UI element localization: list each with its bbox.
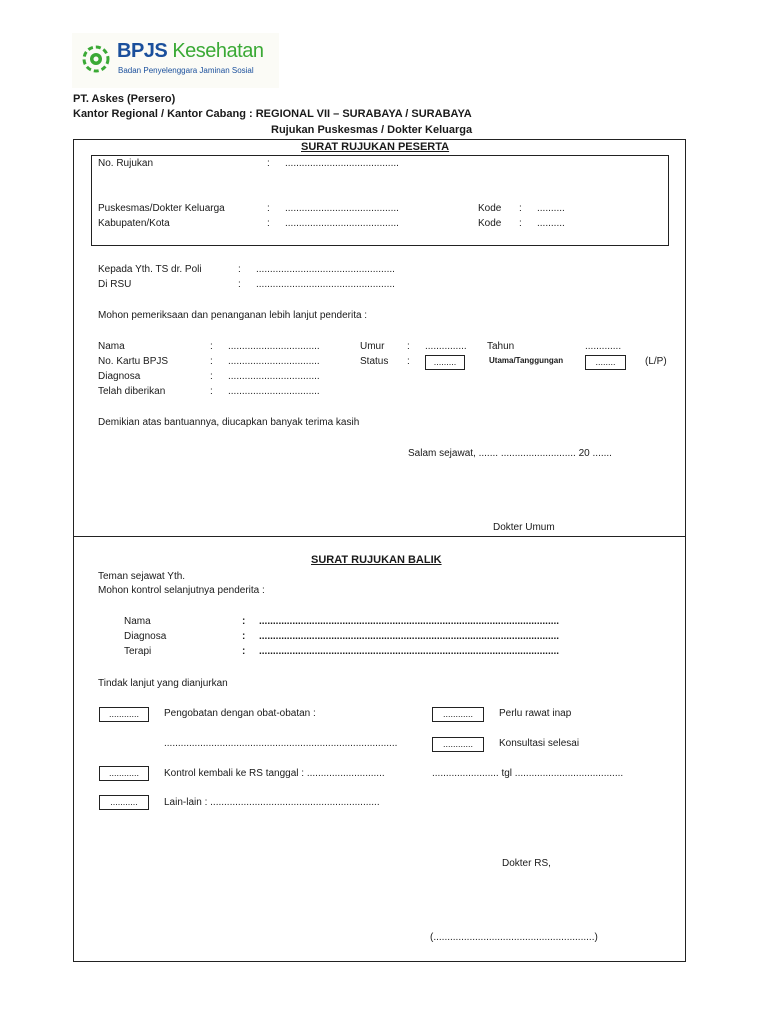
dokter-umum-label: Dokter Umum <box>493 522 555 533</box>
no-rujukan-field[interactable]: ......................................... <box>285 158 399 169</box>
lp-label: (L/P) <box>645 356 667 367</box>
demikian-text: Demikian atas bantuannya, diucapkan banyak terima kasih <box>98 417 360 428</box>
status-label: Status <box>360 356 389 367</box>
peserta-title: SURAT RUJUKAN PESERTA <box>301 141 450 153</box>
kartu-label: No. Kartu BPJS <box>98 356 169 367</box>
kontrol-checkbox[interactable]: ............ <box>99 766 149 781</box>
kode-label: Kode <box>478 203 502 214</box>
logo-subtitle: Badan Penyelenggara Jaminan Sosial <box>118 66 254 75</box>
tahun-label: Tahun <box>487 341 515 352</box>
umur-label: Umur <box>360 341 385 352</box>
balik-title: SURAT RUJUKAN BALIK <box>311 554 442 566</box>
pengobatan-line[interactable]: .................................................................................... <box>164 738 398 749</box>
konsultasi-label: Konsultasi selesai <box>499 738 580 749</box>
no-rujukan-label: No. Rujukan <box>98 158 154 169</box>
tindak-text: Tindak lanjut yang dianjurkan <box>98 678 228 689</box>
balik-terapi-label: Terapi <box>124 646 152 657</box>
kepada-field[interactable]: .................................................. <box>256 264 395 275</box>
balik-diagnosa-field[interactable]: ............................................................................................................ <box>259 631 560 642</box>
kode-field-2[interactable]: .......... <box>537 218 565 229</box>
bpjs-emblem-icon <box>81 44 111 74</box>
umur-field[interactable]: ............... <box>425 341 467 352</box>
kabupaten-label: Kabupaten/Kota <box>98 218 170 229</box>
bpjs-logo <box>72 33 279 88</box>
puskesmas-label: Puskesmas/Dokter Keluarga <box>98 203 225 214</box>
telah-label: Telah diberikan <box>98 386 166 397</box>
teman-text: Teman sejawat Yth. <box>98 571 186 582</box>
lain-lain-checkbox[interactable]: ........... <box>99 795 149 810</box>
rawat-inap-checkbox[interactable]: ............ <box>432 707 484 722</box>
office-name: Kantor Regional / Kantor Cabang : REGIONAL VII – SURABAYA / SURABAYA <box>73 108 472 120</box>
signature-line[interactable]: (..........................................................) <box>430 932 598 943</box>
di-rsu-label: Di RSU <box>98 279 132 290</box>
kepada-label: Kepada Yth. TS dr. Poli <box>98 264 202 275</box>
kabupaten-field[interactable]: ......................................... <box>285 218 399 229</box>
telah-field[interactable]: ................................. <box>228 386 320 397</box>
rawat-inap-label: Perlu rawat inap <box>499 708 572 719</box>
kontrol-label: Kontrol kembali ke RS tanggal : ............................ <box>164 768 385 779</box>
dokter-rs-label: Dokter RS, <box>502 858 551 869</box>
salam-text: Salam sejawat, ....... ........................... 20 ....... <box>408 448 612 459</box>
pengobatan-checkbox[interactable]: ............ <box>99 707 149 722</box>
kode-field[interactable]: .......... <box>537 203 565 214</box>
mohon-text: Mohon pemeriksaan dan penanganan lebih lanjut penderita : <box>98 310 368 321</box>
balik-nama-field[interactable]: ............................................................................................................ <box>259 616 560 627</box>
balik-section <box>73 536 686 962</box>
kartu-field[interactable]: ................................. <box>228 356 320 367</box>
balik-nama-label: Nama <box>124 616 151 627</box>
utama-box[interactable]: ........ <box>585 355 626 370</box>
form-subtitle: Rujukan Puskesmas / Dokter Keluarga <box>271 124 473 136</box>
nama-field[interactable]: ................................. <box>228 341 320 352</box>
logo-wordmark: BPJS Kesehatan <box>117 40 264 62</box>
balik-terapi-field[interactable]: ............................................................................................................ <box>259 646 560 657</box>
tgl-field[interactable]: ........................ tgl ....................................... <box>432 768 624 779</box>
lain-lain-label: Lain-lain : ............................................................. <box>164 797 380 808</box>
utama-label: Utama/Tanggungan <box>489 356 564 365</box>
di-rsu-field[interactable]: .................................................. <box>256 279 395 290</box>
status-box[interactable]: ......... <box>425 355 465 370</box>
diagnosa-label: Diagnosa <box>98 371 141 382</box>
balik-mohon-text: Mohon kontrol selanjutnya penderita : <box>98 585 265 596</box>
balik-diagnosa-label: Diagnosa <box>124 631 167 642</box>
diagnosa-field[interactable]: ................................. <box>228 371 320 382</box>
pengobatan-label: Pengobatan dengan obat-obatan : <box>164 708 316 719</box>
kode-label-2: Kode <box>478 218 502 229</box>
konsultasi-checkbox[interactable]: ............ <box>432 737 484 752</box>
puskesmas-field[interactable]: ......................................... <box>285 203 399 214</box>
company-name: PT. Askes (Persero) <box>73 93 176 105</box>
nama-label: Nama <box>98 341 125 352</box>
tahun-field[interactable]: ............. <box>585 341 622 352</box>
